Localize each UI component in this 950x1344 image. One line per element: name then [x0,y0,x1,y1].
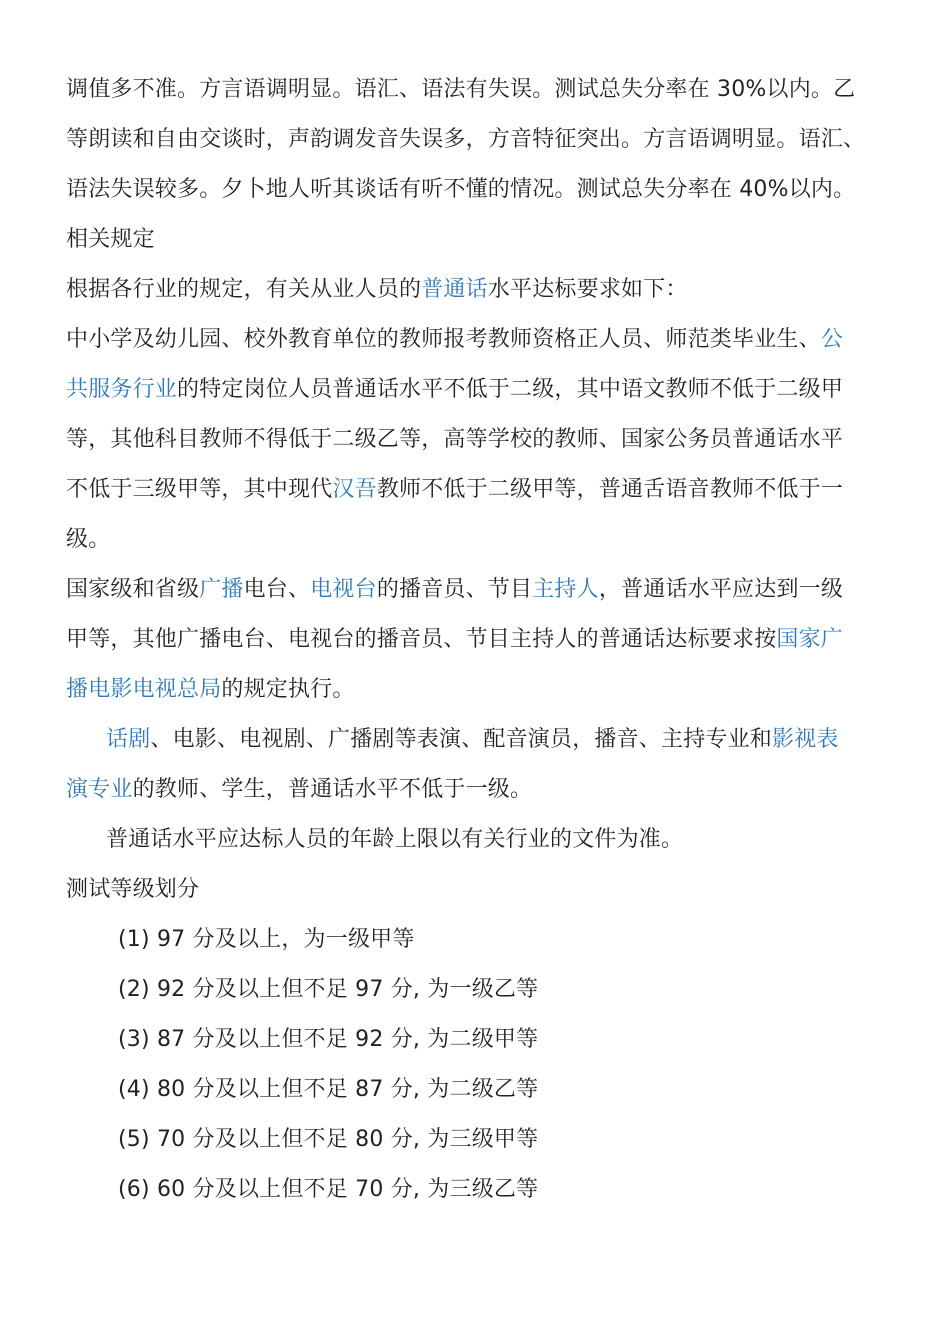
text-segment: (3) 87 分及以上但不足 92 分, 为二级甲等 [118,1027,539,1052]
text-segment: 的教师、学生，普通话水平不低于一级。 [132,777,533,802]
text-segment: (1) 97 分及以上，为一级甲等 [118,927,415,952]
text-line [66,515,896,565]
text-segment: 普通话水平应达标人员的年龄上限以有关行业的文件为准。 [106,827,684,852]
text-segment: 相关规定 [66,227,155,252]
hyperlink[interactable]: 电视台 [310,577,377,602]
text-line [66,115,896,165]
text-segment: 国家级和省级 [66,577,200,602]
hyperlink[interactable]: 公 [820,327,844,352]
text-line [66,65,896,115]
hyperlink[interactable]: 共服务行业 [66,377,178,402]
text-segment: 等朗读和自由交谈时，声韵调发音失误多，方音特征突出。方言语调明显。语汇、 [66,127,866,152]
text-line [66,715,896,765]
grade-list-item [66,965,896,1015]
grade-list-item [66,1065,896,1115]
text-segment: 水平达标要求如下： [487,277,688,302]
text-segment: 电台、 [243,577,311,602]
text-segment: 的播音员、节目 [376,577,533,602]
hyperlink[interactable]: 汉吾 [332,477,377,502]
hyperlink[interactable]: 主持人 [532,577,599,602]
hyperlink[interactable]: 话剧 [106,727,151,752]
text-line [66,165,896,215]
text-line [66,265,896,315]
grade-list-item [66,1115,896,1165]
text-segment: 的特定岗位人员普通话水平不低于二级，其中语文教师不低于二级甲 [177,377,844,402]
text-segment: 测试等级划分 [66,877,200,902]
text-segment: 调值多不准。方言语调明显。语汇、语法有失误。测试总失分率在 30%以内。乙 [66,77,856,102]
text-line [66,415,896,465]
text-segment: 甲等，其他广播电台、电视台的播音员、节目主持人的普通话达标要求按 [66,627,777,652]
hyperlink[interactable]: 国家广 [776,627,844,652]
hyperlink[interactable]: 演专业 [66,777,133,802]
text-segment: (6) 60 分及以上但不足 70 分, 为三级乙等 [118,1177,539,1202]
text-line [66,765,896,815]
hyperlink[interactable]: 影视表 [772,727,839,752]
text-segment: 中小学及幼儿园、校外教育单位的教师报考教师资格正人员、师范类毕业生、 [66,327,821,352]
hyperlink[interactable]: 广播 [199,577,244,602]
text-segment: 语法失误较多。夕卜地人听其谈话有听不懂的情况。测试总失分率在 40%以内。 [66,177,856,202]
text-line [66,365,896,415]
grade-list-item [66,915,896,965]
grade-list-item [66,1015,896,1065]
text-line [66,215,896,265]
text-segment: 根据各行业的规定，有关从业人员的 [66,277,422,302]
document-page [66,65,896,1215]
text-segment: (2) 92 分及以上但不足 97 分, 为一级乙等 [118,977,539,1002]
text-segment: 教师不低于二级甲等，普通舌语音教师不低于一 [376,477,844,502]
text-segment: ，普通话水平应达到一级 [598,577,844,602]
text-line [66,665,896,715]
text-segment: 不低于三级甲等，其中现代 [66,477,333,502]
grade-list-item [66,1165,896,1215]
text-segment: 等，其他科目教师不得低于二级乙等，高等学校的教师、国家公务员普通话水平 [66,427,844,452]
text-line [66,615,896,665]
text-line [66,315,896,365]
hyperlink[interactable]: 播电影电视总局 [66,677,222,702]
text-line [66,815,896,865]
text-segment: 、电影、电视剧、广播剧等表演、配音演员，播音、主持专业和 [150,727,773,752]
text-line [66,865,896,915]
text-segment: (4) 80 分及以上但不足 87 分, 为二级乙等 [118,1077,539,1102]
hyperlink[interactable]: 普通话 [421,277,488,302]
text-segment: 的规定执行。 [221,677,355,702]
text-segment: 级。 [66,527,111,552]
text-segment: (5) 70 分及以上但不足 80 分, 为三级甲等 [118,1127,539,1152]
text-line [66,465,896,515]
text-line [66,565,896,615]
